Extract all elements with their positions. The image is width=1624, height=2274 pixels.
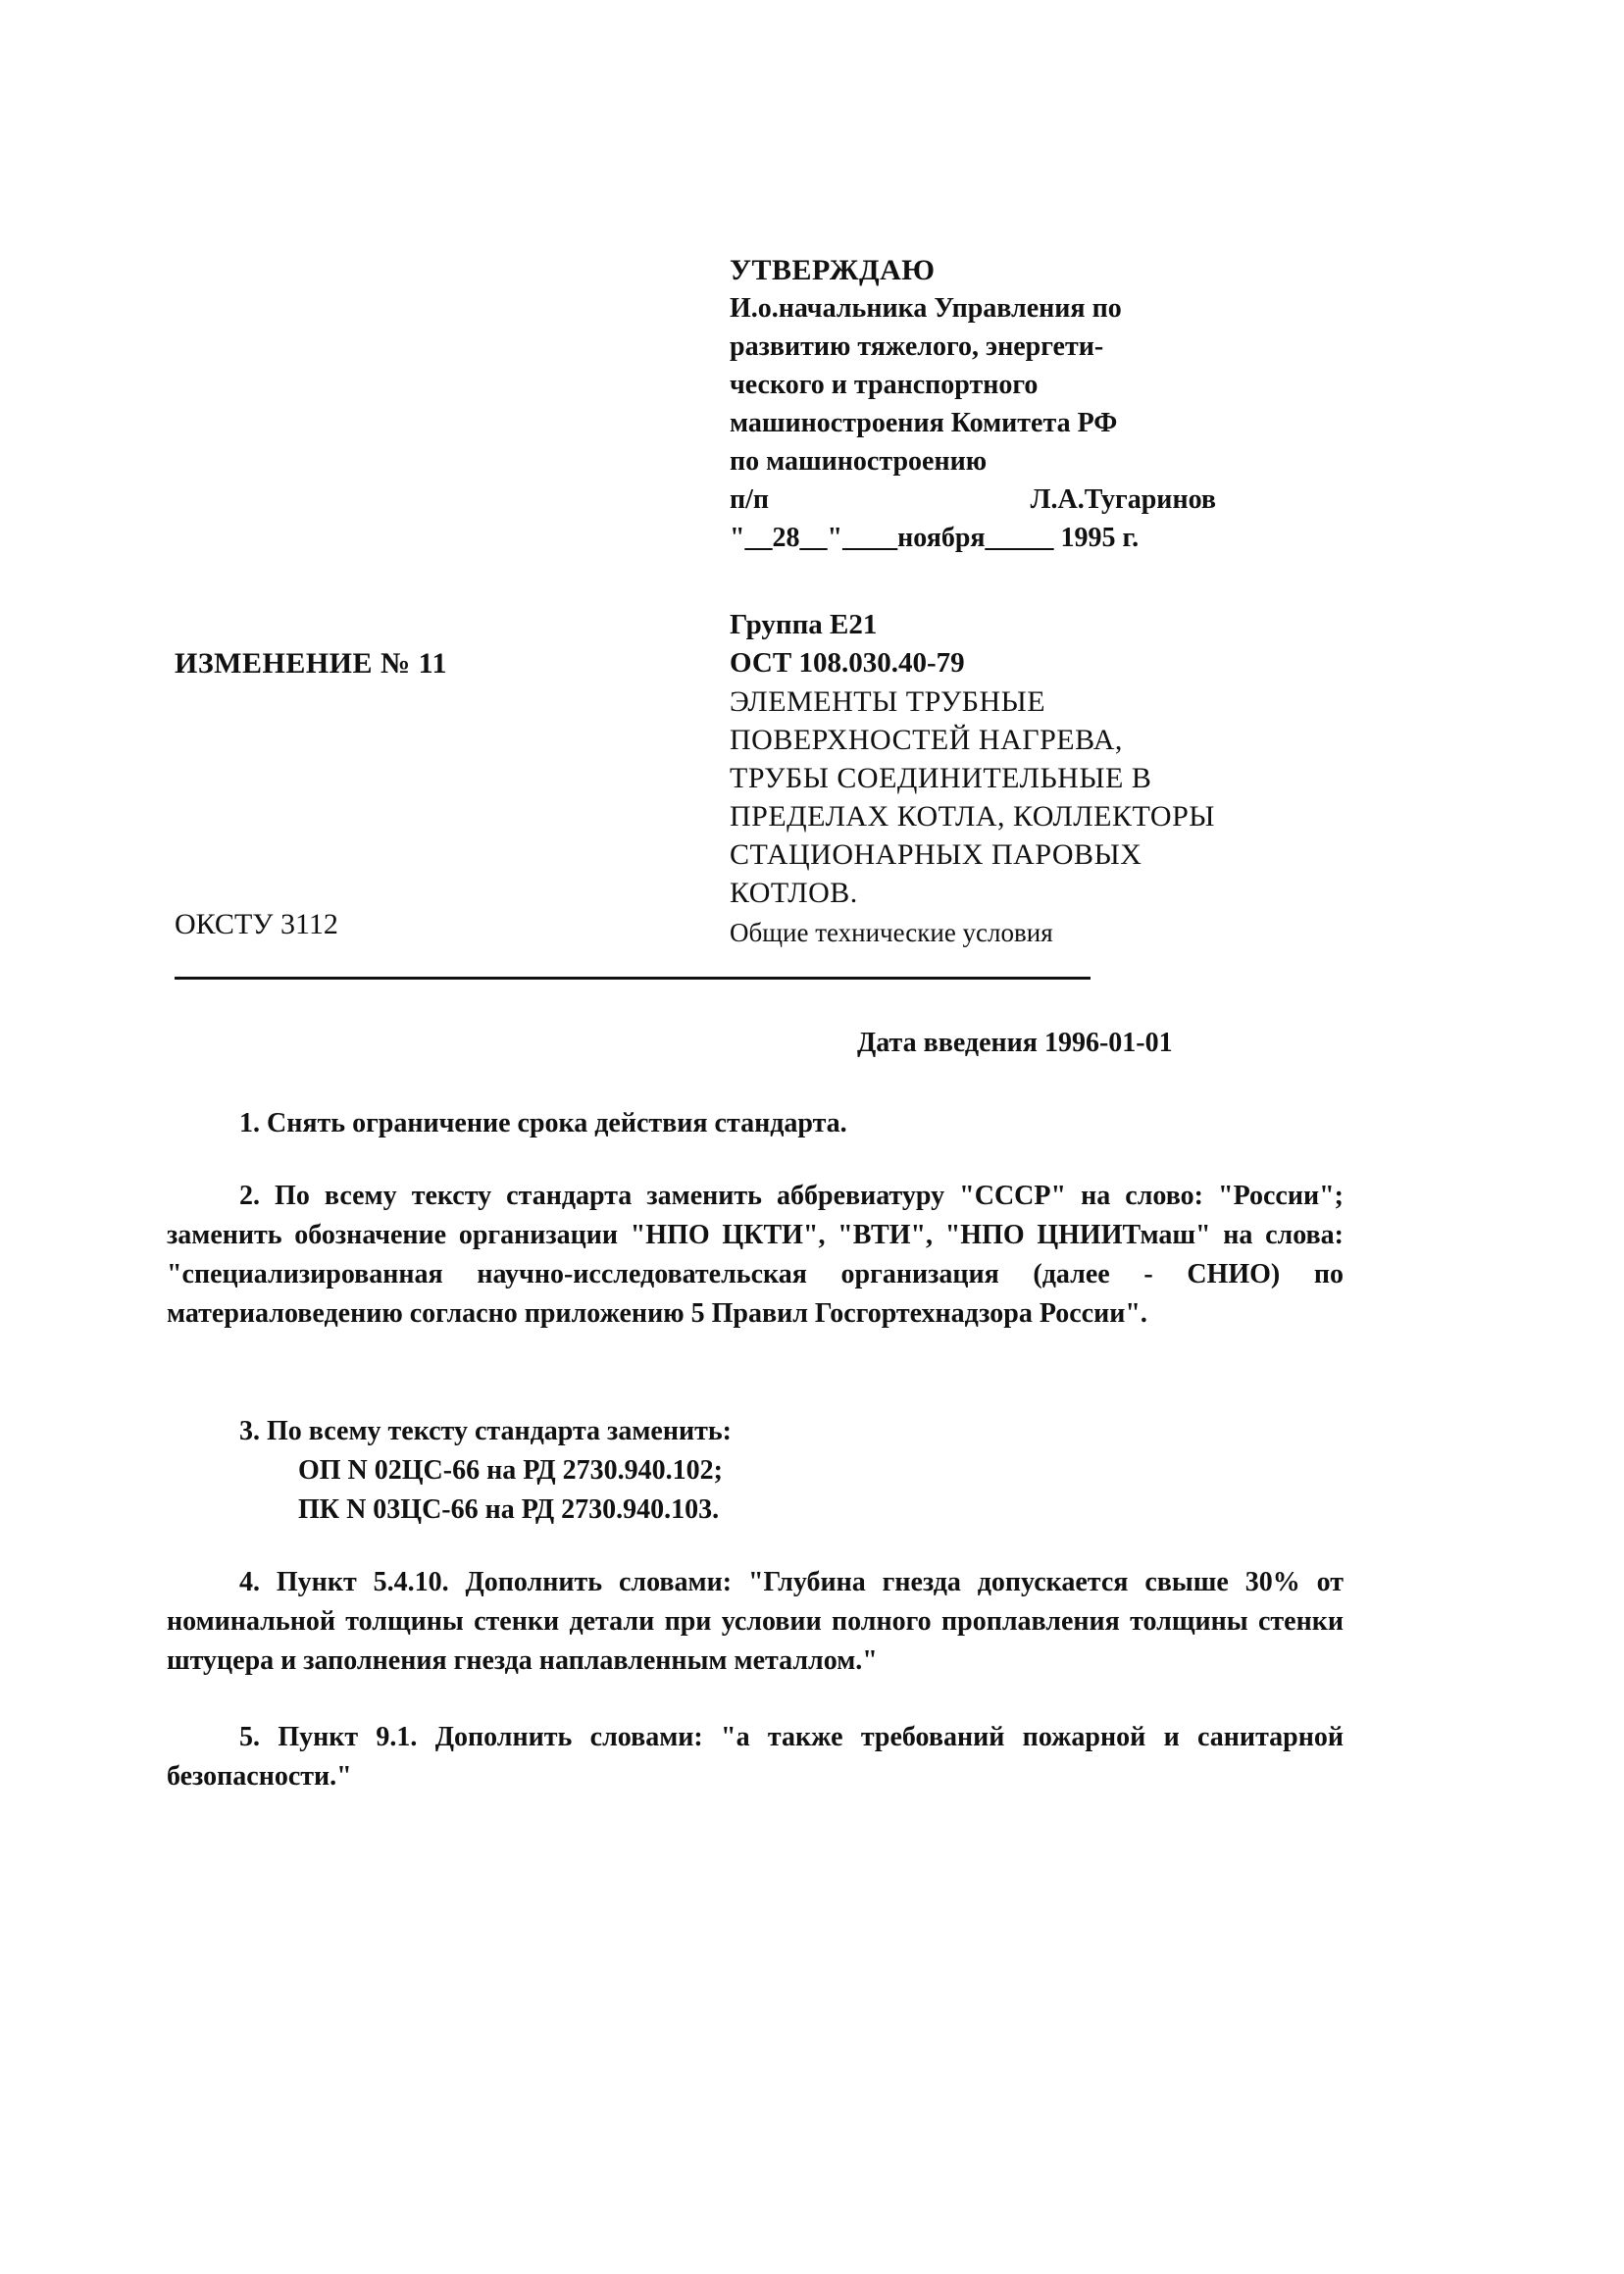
item-text: 5. Пункт 9.1. Дополнить словами: "а также требований пожарной и санитарной безопасности." bbox=[167, 1722, 1344, 1792]
item-subline: ОП N 02ЦС-66 на РД 2730.940.102; bbox=[298, 1455, 723, 1486]
standard-title-line: ЭЛЕМЕНТЫ ТРУБНЫЕ bbox=[730, 685, 1046, 718]
approval-line: по машиностроению bbox=[730, 446, 988, 477]
standard-title-line: КОТЛОВ. bbox=[730, 877, 858, 909]
approval-heading: УТВЕРЖДАЮ bbox=[730, 254, 936, 286]
standard-title-line: ПРЕДЕЛАХ КОТЛА, КОЛЛЕКТОРЫ bbox=[730, 800, 1215, 833]
standard-title-line: СТАЦИОНАРНЫХ ПАРОВЫХ bbox=[730, 838, 1142, 871]
horizontal-divider bbox=[175, 977, 1091, 980]
change-item-1 bbox=[167, 1104, 1344, 1143]
approval-block bbox=[730, 251, 1279, 557]
item-text: 4. Пункт 5.4.10. Дополнить словами: "Глубина гнезда допускается свыше 30% от номинальной толщины стенки детали при условии полного проплавления толщины стенки штуцера и заполнения гнезда наплавленным металлом." bbox=[167, 1567, 1344, 1676]
standard-title-line: ПОВЕРХНОСТЕЙ НАГРЕВА, bbox=[730, 724, 1123, 756]
item-text: 1. Снять ограничение срока действия стандарта. bbox=[239, 1108, 847, 1138]
change-item-2 bbox=[167, 1177, 1344, 1334]
standard-title-line: ТРУБЫ СОЕДИНИТЕЛЬНЫЕ В bbox=[730, 762, 1152, 794]
signature-row bbox=[730, 480, 1216, 519]
approval-date: "__28__"____ноября_____ 1995 г. bbox=[730, 523, 1140, 553]
item-subline: ПК N 03ЦС-66 на РД 2730.940.103. bbox=[298, 1494, 720, 1525]
change-item-5 bbox=[167, 1718, 1344, 1796]
introduction-date: Дата введения 1996-01-01 bbox=[857, 1028, 1173, 1058]
approval-line: развитию тяжелого, энергети- bbox=[730, 331, 1104, 362]
signatory-name: Л.А.Тугаринов bbox=[1030, 484, 1216, 515]
standard-block bbox=[730, 606, 1357, 952]
standard-subtitle: Общие технические условия bbox=[730, 918, 1053, 947]
standard-group: Группа Е21 bbox=[730, 609, 878, 640]
approval-line: И.о.начальника Управления по bbox=[730, 293, 1122, 324]
standard-code: ОСТ 108.030.40-79 bbox=[730, 647, 965, 679]
signature-mark: п/п bbox=[730, 484, 770, 515]
change-title: ИЗМЕНЕНИЕ № 11 bbox=[175, 647, 448, 680]
okstu-code: ОКСТУ 3112 bbox=[175, 908, 338, 940]
item-text: 2. По всему тексту стандарта заменить аббревиатуру "СССР" на слово: "России"; заменить обозначение организации "НПО ЦКТИ", "ВТИ", "НПО ЦНИИТмаш" на слова: "специализированная научно-исследовательская организация (далее - СНИО) по материаловедению согласно приложению 5 Правил Госгортехнадзора России". bbox=[167, 1181, 1344, 1329]
approval-line: ческого и транспортного bbox=[730, 370, 1039, 400]
approval-line: машиностроения Комитета РФ bbox=[730, 408, 1118, 438]
change-item-3 bbox=[167, 1412, 1344, 1530]
item-text: 3. По всему тексту стандарта заменить: bbox=[239, 1416, 732, 1446]
change-item-4 bbox=[167, 1563, 1344, 1681]
